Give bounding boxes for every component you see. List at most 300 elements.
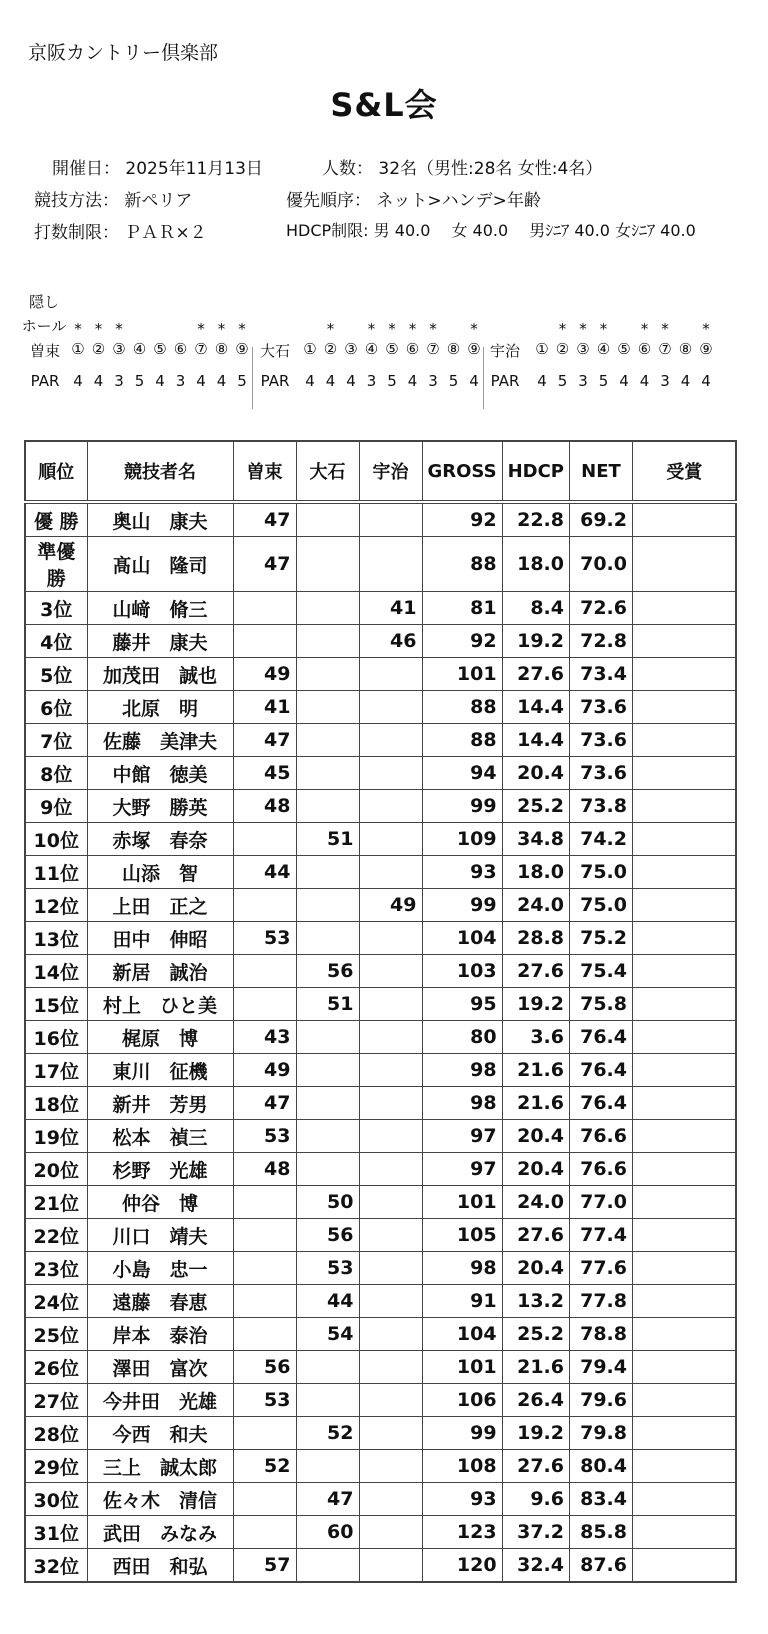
limit-info xyxy=(34,218,207,243)
gross-cell: 88 xyxy=(422,724,502,757)
name-cell: 杉野 光雄 xyxy=(87,1153,233,1186)
name-cell: 武田 みなみ xyxy=(87,1516,233,1549)
hole-number: ⑧ xyxy=(678,340,693,358)
name-cell: 梶原 博 xyxy=(87,1021,233,1054)
oishi-score: 54 xyxy=(296,1318,359,1351)
sotsuka-score: 49 xyxy=(233,1054,296,1087)
gross-cell: 105 xyxy=(422,1219,502,1252)
name-cell: 松本 禎三 xyxy=(87,1120,233,1153)
award-cell xyxy=(632,1021,736,1054)
name-cell: 田中 伸昭 xyxy=(87,922,233,955)
oishi-score xyxy=(296,922,359,955)
oishi-score xyxy=(296,502,359,537)
rank-cell: 8位 xyxy=(25,757,87,790)
hdcp-cell: 26.4 xyxy=(502,1384,569,1417)
table-row xyxy=(25,1417,736,1450)
award-cell xyxy=(632,625,736,658)
table-row xyxy=(25,1054,736,1087)
hole-number: ② xyxy=(555,340,570,358)
name-cell: 新井 芳男 xyxy=(87,1087,233,1120)
uji-score xyxy=(359,1351,422,1384)
hdcp-cell: 37.2 xyxy=(502,1516,569,1549)
hdcp-cell: 19.2 xyxy=(502,988,569,1021)
gross-cell: 88 xyxy=(422,691,502,724)
table-row xyxy=(25,1021,736,1054)
table-row xyxy=(25,658,736,691)
table-row xyxy=(25,955,736,988)
hidden-hole-mark: * xyxy=(367,320,376,338)
name-cell: 今西 和夫 xyxy=(87,1417,233,1450)
method-info xyxy=(34,186,192,211)
rank-cell: 13位 xyxy=(25,922,87,955)
hidden-hole-mark: * xyxy=(640,320,649,338)
hole-par: 4 xyxy=(155,372,165,390)
name-cell: 佐々木 清信 xyxy=(87,1483,233,1516)
gross-cell: 103 xyxy=(422,955,502,988)
hdcp-cell: 14.4 xyxy=(502,691,569,724)
award-cell xyxy=(632,757,736,790)
header-rank: 順位 xyxy=(25,441,87,502)
hole-par: 4 xyxy=(73,372,83,390)
table-row xyxy=(25,537,736,592)
hole-number: ⑨ xyxy=(467,340,481,358)
priority-info xyxy=(286,186,541,211)
award-cell xyxy=(632,1450,736,1483)
sotsuka-score xyxy=(233,1318,296,1351)
par-label: PAR xyxy=(260,372,290,390)
net-cell: 72.8 xyxy=(569,625,632,658)
uji-score xyxy=(359,790,422,823)
header-hdcp: HDCP xyxy=(502,441,569,502)
hole-number: ⑦ xyxy=(658,340,672,358)
hidden-hole-mark: * xyxy=(408,320,417,338)
hdcp-cell: 20.4 xyxy=(502,1120,569,1153)
rank-cell: 4位 xyxy=(25,625,87,658)
oishi-score xyxy=(296,757,359,790)
name-cell: 三上 誠太郎 xyxy=(87,1450,233,1483)
date-value: 2025年11月13日 xyxy=(125,159,263,179)
rank-cell: 31位 xyxy=(25,1516,87,1549)
hdcp-cell: 3.6 xyxy=(502,1021,569,1054)
hole-par: 4 xyxy=(639,372,650,390)
name-cell: 奥山 康夫 xyxy=(87,502,233,537)
table-row xyxy=(25,1516,736,1549)
hole-par: 4 xyxy=(619,372,629,390)
hdcp-cell: 19.2 xyxy=(502,625,569,658)
gross-cell: 106 xyxy=(422,1384,502,1417)
net-cell: 75.8 xyxy=(569,988,632,1021)
uji-score xyxy=(359,922,422,955)
sotsuka-score: 53 xyxy=(233,1384,296,1417)
hole-par: 4 xyxy=(537,372,547,390)
name-cell: 上田 正之 xyxy=(87,889,233,922)
name-cell: 遠藤 春恵 xyxy=(87,1285,233,1318)
uji-score xyxy=(359,823,422,856)
hidden-hole-mark: * xyxy=(326,320,335,338)
oishi-score xyxy=(296,889,359,922)
award-cell xyxy=(632,724,736,757)
oishi-score xyxy=(296,1120,359,1153)
award-cell xyxy=(632,1417,736,1450)
table-row xyxy=(25,988,736,1021)
hole-par: 4 xyxy=(93,372,104,390)
table-row xyxy=(25,790,736,823)
hole-number: ③ xyxy=(576,340,590,358)
sotsuka-score xyxy=(233,889,296,922)
sotsuka-score xyxy=(233,988,296,1021)
table-row xyxy=(25,856,736,889)
net-cell: 79.8 xyxy=(569,1417,632,1450)
uji-score xyxy=(359,658,422,691)
hole-number: ⑤ xyxy=(385,340,399,358)
oishi-score: 52 xyxy=(296,1417,359,1450)
hole-par: 5 xyxy=(387,372,397,390)
course-divider xyxy=(252,347,253,409)
hdcp-cell: 21.6 xyxy=(502,1351,569,1384)
table-row xyxy=(25,1219,736,1252)
award-cell xyxy=(632,502,736,537)
hole-par: 4 xyxy=(216,372,227,390)
sotsuka-score: 47 xyxy=(233,724,296,757)
table-row xyxy=(25,1285,736,1318)
hidden-hole-mark: * xyxy=(115,320,123,338)
gross-cell: 91 xyxy=(422,1285,502,1318)
hole-number: ⑥ xyxy=(637,340,652,358)
table-row xyxy=(25,757,736,790)
award-cell xyxy=(632,1219,736,1252)
oishi-score xyxy=(296,691,359,724)
award-cell xyxy=(632,1483,736,1516)
count-info xyxy=(322,154,602,179)
gross-cell: 104 xyxy=(422,922,502,955)
hole-par: 3 xyxy=(175,372,186,390)
uji-score xyxy=(359,1417,422,1450)
rank-cell: 3位 xyxy=(25,592,87,625)
hidden-hole-label-line2: ホール xyxy=(21,317,67,335)
net-cell: 87.6 xyxy=(569,1549,632,1583)
uji-score xyxy=(359,1054,422,1087)
award-cell xyxy=(632,1054,736,1087)
hdcp-cell: 34.8 xyxy=(502,823,569,856)
hole-number: ④ xyxy=(132,340,147,358)
gross-cell: 93 xyxy=(422,1483,502,1516)
net-cell: 73.6 xyxy=(569,757,632,790)
rank-cell: 5位 xyxy=(25,658,87,691)
uji-score xyxy=(359,1087,422,1120)
oishi-score: 56 xyxy=(296,1219,359,1252)
hidden-hole-mark: * xyxy=(238,320,246,338)
uji-score xyxy=(359,1285,422,1318)
award-cell xyxy=(632,955,736,988)
uji-score xyxy=(359,1186,422,1219)
hole-number: ② xyxy=(91,340,106,358)
rank-cell: 21位 xyxy=(25,1186,87,1219)
rank-cell: 10位 xyxy=(25,823,87,856)
name-cell: 村上 ひと美 xyxy=(87,988,233,1021)
header-name: 競技者名 xyxy=(87,441,233,502)
rank-cell: 28位 xyxy=(25,1417,87,1450)
hole-par: 3 xyxy=(428,372,438,390)
gross-cell: 101 xyxy=(422,1351,502,1384)
hdcp-cell: 19.2 xyxy=(502,1417,569,1450)
header-net: NET xyxy=(569,441,632,502)
hdcp-cell: 22.8 xyxy=(502,502,569,537)
oishi-score: 44 xyxy=(296,1285,359,1318)
uji-score xyxy=(359,1549,422,1583)
hidden-hole-mark: * xyxy=(702,320,710,338)
oishi-score: 56 xyxy=(296,955,359,988)
uji-score: 41 xyxy=(359,592,422,625)
award-cell xyxy=(632,1285,736,1318)
net-cell: 69.2 xyxy=(569,502,632,537)
table-row xyxy=(25,1252,736,1285)
net-cell: 85.8 xyxy=(569,1516,632,1549)
hole-par: 3 xyxy=(366,372,377,390)
oishi-score xyxy=(296,1021,359,1054)
hole-number: ① xyxy=(303,340,317,358)
net-cell: 76.6 xyxy=(569,1120,632,1153)
hidden-hole-mark: * xyxy=(197,320,205,338)
hole-par: 5 xyxy=(448,372,459,390)
header-award: 受賞 xyxy=(632,441,736,502)
hole-number: ⑦ xyxy=(194,340,208,358)
hdcp-cell: 27.6 xyxy=(502,1450,569,1483)
hdcp-limit-info xyxy=(286,218,696,241)
table-row xyxy=(25,823,736,856)
rank-cell: 19位 xyxy=(25,1120,87,1153)
gross-cell: 97 xyxy=(422,1120,502,1153)
hole-par: 5 xyxy=(237,372,247,390)
uji-score xyxy=(359,1483,422,1516)
method-value: 新ペリア xyxy=(124,191,193,211)
hole-par: 4 xyxy=(305,372,315,390)
hdcp-cell: 27.6 xyxy=(502,955,569,988)
rank-cell: 優 勝 xyxy=(25,502,87,537)
net-cell: 73.6 xyxy=(569,724,632,757)
table-header-row xyxy=(25,441,736,502)
uji-score xyxy=(359,691,422,724)
course-name: 曽束 xyxy=(29,342,60,360)
hole-par: 4 xyxy=(680,372,691,390)
award-cell xyxy=(632,856,736,889)
table-row xyxy=(25,1351,736,1384)
oishi-score xyxy=(296,1450,359,1483)
header-gross: GROSS xyxy=(422,441,502,502)
oishi-score xyxy=(296,724,359,757)
hdcp-cell: 20.4 xyxy=(502,1252,569,1285)
gross-cell: 97 xyxy=(422,1153,502,1186)
sotsuka-score: 43 xyxy=(233,1021,296,1054)
oishi-score: 50 xyxy=(296,1186,359,1219)
uji-score xyxy=(359,1318,422,1351)
course-name: 宇治 xyxy=(489,342,520,360)
hdcp-cell: 21.6 xyxy=(502,1054,569,1087)
name-cell: 藤井 康夫 xyxy=(87,625,233,658)
hole-par: 5 xyxy=(557,372,568,390)
hidden-hole-mark: * xyxy=(217,320,226,338)
name-cell: 山添 智 xyxy=(87,856,233,889)
sotsuka-score xyxy=(233,823,296,856)
hdcp-cell: 18.0 xyxy=(502,856,569,889)
hdcp-cell: 8.4 xyxy=(502,592,569,625)
hole-par: 3 xyxy=(114,372,124,390)
hdcp-cell: 21.6 xyxy=(502,1087,569,1120)
net-cell: 72.6 xyxy=(569,592,632,625)
hidden-hole-mark: * xyxy=(388,320,396,338)
hole-number: ⑦ xyxy=(426,340,440,358)
rank-cell: 27位 xyxy=(25,1384,87,1417)
uji-score: 46 xyxy=(359,625,422,658)
award-cell xyxy=(632,537,736,592)
oishi-score xyxy=(296,790,359,823)
hole-number: ④ xyxy=(596,340,611,358)
name-cell: 佐藤 美津夫 xyxy=(87,724,233,757)
uji-score xyxy=(359,1021,422,1054)
hole-number: ⑥ xyxy=(173,340,188,358)
hidden-hole-mark: * xyxy=(661,320,669,338)
table-row xyxy=(25,1153,736,1186)
net-cell: 76.4 xyxy=(569,1054,632,1087)
table-row xyxy=(25,724,736,757)
hole-number: ③ xyxy=(344,340,358,358)
table-row xyxy=(25,1384,736,1417)
net-cell: 75.0 xyxy=(569,889,632,922)
hdcp-cell: 20.4 xyxy=(502,1153,569,1186)
hidden-hole-mark: * xyxy=(94,320,103,338)
hole-number: ⑨ xyxy=(235,340,249,358)
gross-cell: 95 xyxy=(422,988,502,1021)
rank-cell: 14位 xyxy=(25,955,87,988)
gross-cell: 93 xyxy=(422,856,502,889)
gross-cell: 108 xyxy=(422,1450,502,1483)
rank-cell: 25位 xyxy=(25,1318,87,1351)
sotsuka-score xyxy=(233,1186,296,1219)
gross-cell: 98 xyxy=(422,1087,502,1120)
net-cell: 73.4 xyxy=(569,658,632,691)
net-cell: 83.4 xyxy=(569,1483,632,1516)
gross-cell: 98 xyxy=(422,1252,502,1285)
award-cell xyxy=(632,1120,736,1153)
table-row xyxy=(25,1087,736,1120)
net-cell: 73.8 xyxy=(569,790,632,823)
sotsuka-score: 57 xyxy=(233,1549,296,1583)
sotsuka-score: 53 xyxy=(233,922,296,955)
gross-cell: 101 xyxy=(422,658,502,691)
hole-par: 3 xyxy=(660,372,670,390)
award-cell xyxy=(632,790,736,823)
award-cell xyxy=(632,1252,736,1285)
hdcp-limit-label: HDCP制限: xyxy=(286,221,369,240)
oishi-score xyxy=(296,625,359,658)
count-value: 32名（男性:28名 女性:4名） xyxy=(378,159,603,179)
name-cell: 仲谷 博 xyxy=(87,1186,233,1219)
sotsuka-score: 48 xyxy=(233,790,296,823)
sotsuka-score: 53 xyxy=(233,1120,296,1153)
table-row xyxy=(25,1186,736,1219)
award-cell xyxy=(632,658,736,691)
name-cell: 大野 勝英 xyxy=(87,790,233,823)
hdcp-cell: 28.8 xyxy=(502,922,569,955)
award-cell xyxy=(632,592,736,625)
sotsuka-score: 56 xyxy=(233,1351,296,1384)
uji-score xyxy=(359,955,422,988)
sotsuka-score: 47 xyxy=(233,537,296,592)
oishi-score xyxy=(296,537,359,592)
rank-cell: 15位 xyxy=(25,988,87,1021)
net-cell: 76.4 xyxy=(569,1021,632,1054)
net-cell: 74.2 xyxy=(569,823,632,856)
sotsuka-score xyxy=(233,592,296,625)
sotsuka-score: 52 xyxy=(233,1450,296,1483)
gross-cell: 123 xyxy=(422,1516,502,1549)
gross-cell: 99 xyxy=(422,1417,502,1450)
hole-number: ⑤ xyxy=(617,340,631,358)
date-label: 開催日： xyxy=(52,159,120,179)
hdcp-cell: 27.6 xyxy=(502,658,569,691)
rank-cell: 22位 xyxy=(25,1219,87,1252)
rank-cell: 29位 xyxy=(25,1450,87,1483)
hidden-hole-mark: * xyxy=(429,320,437,338)
sotsuka-score: 47 xyxy=(233,502,296,537)
header-sotsuka: 曽束 xyxy=(233,441,296,502)
results-table xyxy=(24,440,737,1583)
net-cell: 70.0 xyxy=(569,537,632,592)
rank-cell: 6位 xyxy=(25,691,87,724)
hole-number: ⑨ xyxy=(699,340,713,358)
limit-value: ＰＡＲ×２ xyxy=(124,223,207,243)
table-row xyxy=(25,1318,736,1351)
hdcp-limit-value: 男 40.0 女 40.0 男ｼﾆｱ 40.0 女ｼﾆｱ 40.0 xyxy=(373,221,696,240)
gross-cell: 81 xyxy=(422,592,502,625)
uji-score xyxy=(359,1516,422,1549)
hole-par: 4 xyxy=(469,372,479,390)
header-uji: 宇治 xyxy=(359,441,422,502)
gross-cell: 80 xyxy=(422,1021,502,1054)
net-cell: 76.6 xyxy=(569,1153,632,1186)
net-cell: 73.6 xyxy=(569,691,632,724)
hole-par: 4 xyxy=(196,372,206,390)
net-cell: 75.0 xyxy=(569,856,632,889)
sotsuka-score: 45 xyxy=(233,757,296,790)
par-label: PAR xyxy=(30,372,60,390)
gross-cell: 92 xyxy=(422,502,502,537)
page-title: S&L会 xyxy=(330,86,438,124)
name-cell: 赤塚 春奈 xyxy=(87,823,233,856)
award-cell xyxy=(632,922,736,955)
rank-cell: 12位 xyxy=(25,889,87,922)
oishi-score xyxy=(296,592,359,625)
hidden-hole-mark: * xyxy=(599,320,608,338)
uji-score xyxy=(359,1219,422,1252)
sotsuka-score: 48 xyxy=(233,1153,296,1186)
oishi-score xyxy=(296,1351,359,1384)
oishi-score xyxy=(296,1054,359,1087)
net-cell: 78.8 xyxy=(569,1318,632,1351)
name-cell: 川口 靖夫 xyxy=(87,1219,233,1252)
gross-cell: 98 xyxy=(422,1054,502,1087)
table-row xyxy=(25,1120,736,1153)
hole-number: ④ xyxy=(364,340,379,358)
limit-label: 打数制限： xyxy=(34,223,119,243)
rank-cell: 16位 xyxy=(25,1021,87,1054)
table-row xyxy=(25,625,736,658)
rank-cell: 32位 xyxy=(25,1549,87,1583)
sotsuka-score xyxy=(233,625,296,658)
award-cell xyxy=(632,1318,736,1351)
hole-number: ① xyxy=(71,340,85,358)
gross-cell: 94 xyxy=(422,757,502,790)
oishi-score: 53 xyxy=(296,1252,359,1285)
